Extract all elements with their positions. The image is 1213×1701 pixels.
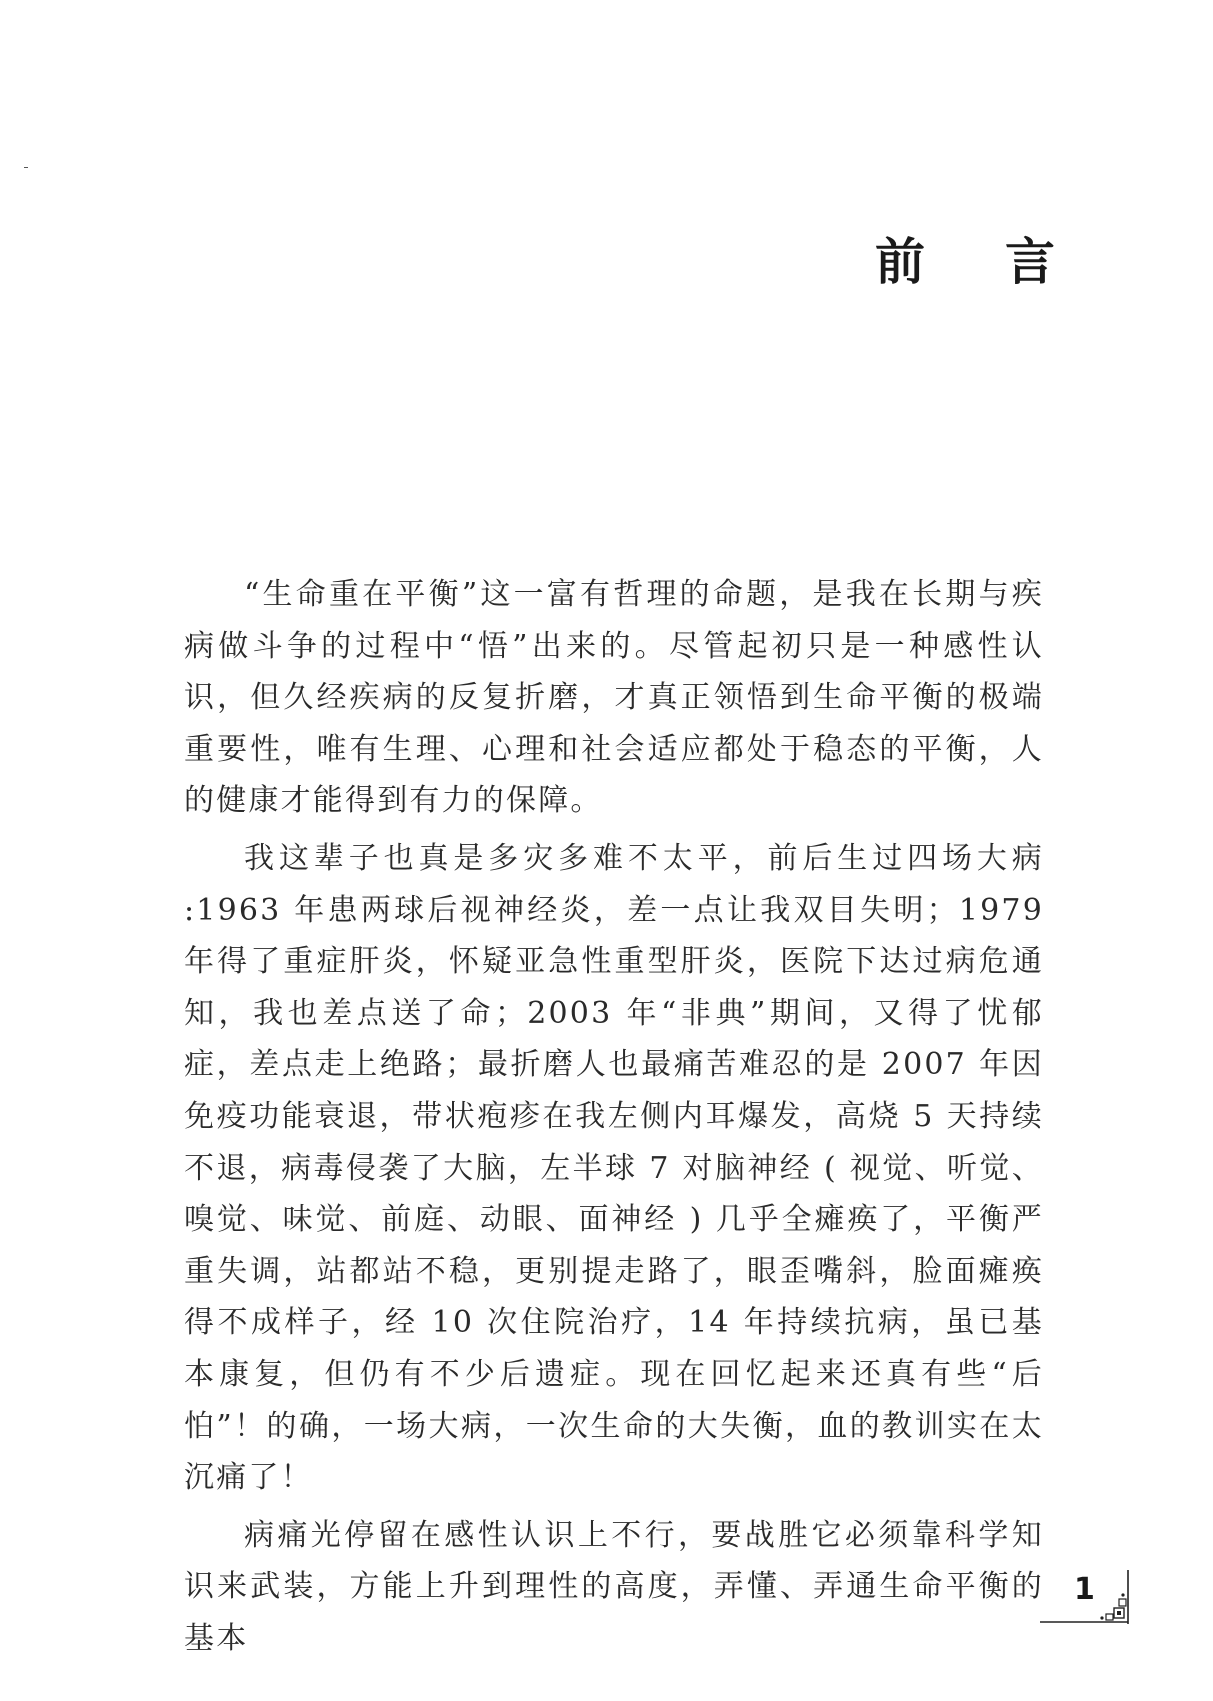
margin-mark: [24, 167, 28, 168]
paragraph-3: 病痛光停留在感性认识上不行，要战胜它必须靠科学知识来武装，方能上升到理性的高度，弄懂、弄通生命平衡的基本: [184, 1517, 1044, 1656]
page-number: 1: [1074, 1572, 1095, 1607]
title-char-2: 言: [1005, 232, 1055, 291]
page-footer: [1040, 1568, 1140, 1628]
paragraph-2: 我这辈子也真是多灾多难不太平，前后生过四场大病 :1963 年患两球后视神经炎，差一点让我双目失明；1979 年得了重症肝炎，怀疑亚急性重型肝炎，医院下达过病危通知，我也差点送了命；2003 年“非典”期间，又得了忧郁症，差点走上绝路；最折磨人也最痛苦难忍的是 2007 年因免疫功能衰退，带状疱疹在我左侧内耳爆发，高烧 5 天持续不退，病毒侵袭了大脑，左半球 7 对脑神经 ( 视觉、听觉、嗅觉、味觉、前庭、动眼、面神经 ) 几乎全瘫痪了，平衡严重失调，站都站不稳，更别提走路了，眼歪嘴斜，脸面瘫痪得不成样子，经 10 次住院治疗，14 年持续抗病，虽已基本康复，但仍有不少后遗症。现在回忆起来还真有些“后怕”！的确，一场大病，一次生命的大失衡，血的教训实在太沉痛了！: [184, 840, 1044, 1496]
chapter-title: [875, 228, 1055, 291]
title-char-1: 前: [875, 232, 925, 291]
corner-ornament-icon: [1040, 1568, 1140, 1628]
body-text: [184, 569, 1044, 1670]
paragraph-1: “生命重在平衡”这一富有哲理的命题，是我在长期与疾病做斗争的过程中“悟”出来的。尽管起初只是一种感性认识，但久经疾病的反复折磨，才真正领悟到生命平衡的极端重要性，唯有生理、心理和社会适应都处于稳态的平衡，人的健康才能得到有力的保障。: [184, 577, 1044, 819]
